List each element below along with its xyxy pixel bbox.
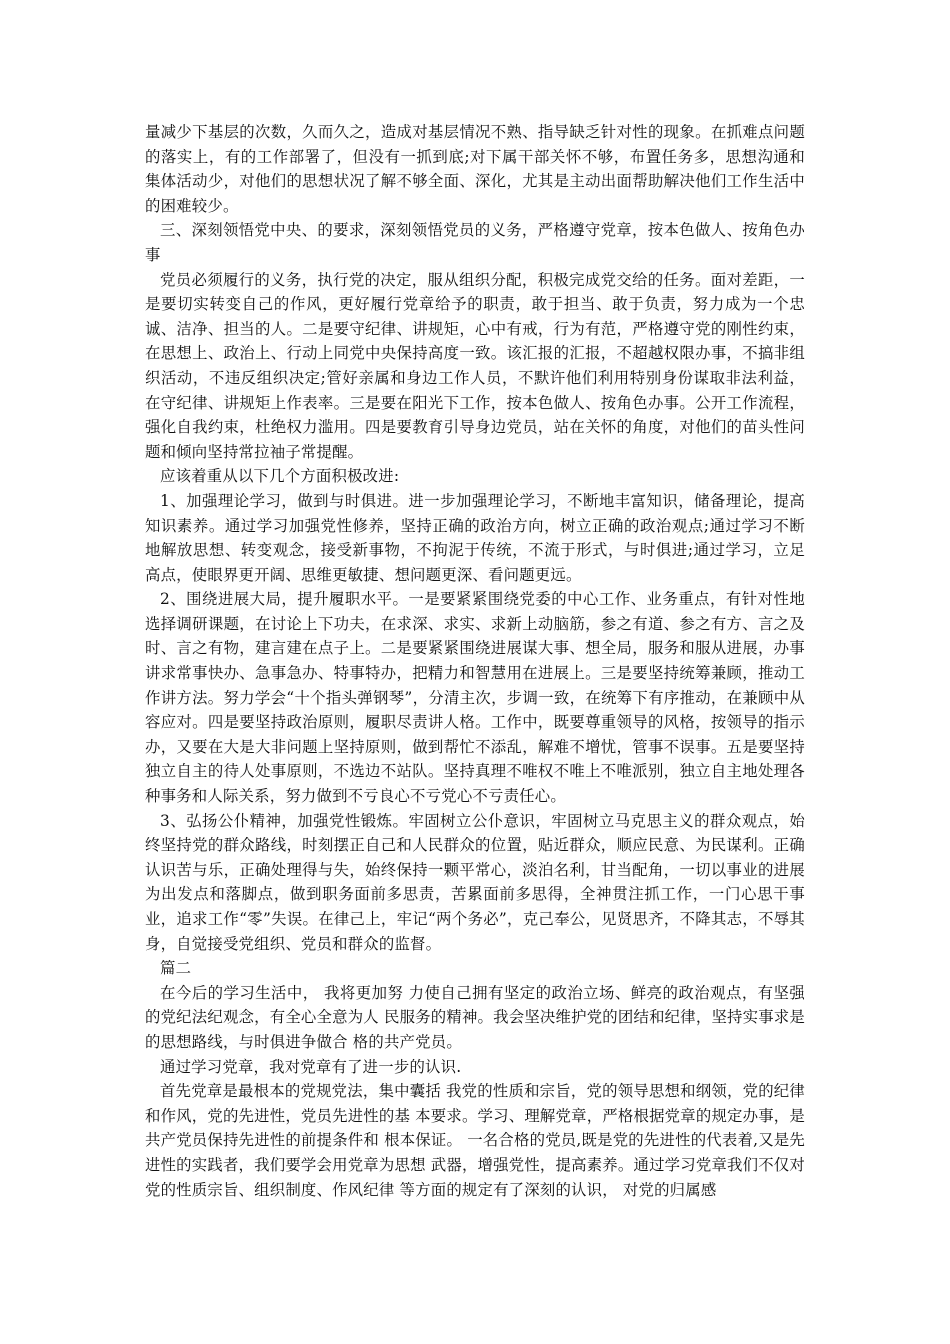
paragraph-improvement-intro: 应该着重从以下几个方面积极改进: xyxy=(160,467,400,486)
paragraph-duties: 党员必须履行的义务，执行党的决定，服从组织分配，积极完成党交给的任务。面对差距，一是要切实转变自己的作风，更好履行党章给予的职责，敢于担当、敢于负责，努力成为一个忠诚、洁净、担当的人。二是要守纪律、讲规矩，心中有戒，行为有范，严格遵守党的刚性约束，在思想上、政治上、行动上同党中央保持高度一致。该汇报的汇报，不超越权限办事，不搞非组织活动，不违反组织决定;管好亲属和身边工作人员，不默许他们利用特别身份谋取非法利益，在守纪律、讲规矩上作表率。三是要在阳光下工作，按本色做人、按角色办事。公开工作流程，强化自我约束，杜绝权力滥用。四是要教育引导身边党员，站在关怀的角度，对他们的苗头性问题和倾向坚持常拉袖子常提醒。 xyxy=(145,270,805,461)
paragraph-party-constitution-detail: 首先党章是最根本的党规党法，集中囊括 我党的性质和宗旨，党的领导思想和纲领，党的纪律和作风，党的先进性，党员先进性的基 本要求。学习、理解党章，严格根据党章的规定办事，是共产党员保持先进性的前提条件和 根本保证。 一名合格的党员,既是党的先进性的代表着,又是先进性的实践者，我们要学会用党章为思想 武器，增强党性，提高素养。通过学习党章我们不仅对党的性质宗旨、组织制度、作风纪律 等方面的规定有了深刻的认识， 对党的归属感 xyxy=(145,1082,805,1199)
paragraph-item-1: 1、加强理论学习，做到与时俱进。进一步加强理论学习，不断地丰富知识，储备理论，提高知识素养。通过学习加强党性修养，坚持正确的政治方向，树立正确的政治观点;通过学习不断地解放思想、转变观念，接受新事物，不拘泥于传统，不流于形式，与时俱进;通过学习，立足高点，使眼界更开阔、思维更敏捷、想问题更深、看问题更远。 xyxy=(145,491,805,584)
document-body xyxy=(145,120,805,1202)
part-two-heading: 篇二 xyxy=(160,959,192,978)
section-heading-three: 三、深刻领悟党中央、的要求，深刻领悟党员的义务，严格遵守党章，按本色做人、按角色办事 xyxy=(145,221,805,264)
paragraph-item-2: 2、围绕进展大局，提升履职水平。一是要紧紧围绕党委的中心工作、业务重点，有针对性地选择调研课题，在讨论上下功夫，在求深、求实、求新上动脑筋，参之有道、参之有方、言之及时、言之有物，建言建在点子上。二是要紧紧围绕进展谋大事、想全局，服务和服从进展，办事讲求常事快办、急事急办、特事特办，把精力和智慧用在进展上。三是要坚持统筹兼顾，推动工作讲方法。努力学会“十个指头弹钢琴”，分清主次，步调一致，在统筹下有序推动，在兼顾中从容应对。四是要坚持政治原则，履职尽责讲人格。工作中，既要尊重领导的风格，按领导的指示办，又要在大是大非问题上坚持原则，做到帮忙不添乱，解难不增忧，管事不误事。五是要坚持独立自主的待人处事原则，不选边不站队。坚持真理不唯权不唯上不唯派别，独立自主地处理各种事务和人际关系，努力做到不亏良心不亏党心不亏责任心。 xyxy=(145,590,805,806)
paragraph-future-study: 在今后的学习生活中， 我将更加努 力使自己拥有坚定的政治立场、鲜亮的政治观点，有坚强的党纪法纪观念，有全心全意为人 民服务的精神。我会坚决维护党的团结和纪律，坚持实事求是的思想路线，与时俱进争做合 格的共产党员。 xyxy=(145,983,805,1051)
paragraph-item-3: 3、弘扬公仆精神，加强党性锻炼。牢固树立公仆意识，牢固树立马克思主义的群众观点，始终坚持党的群众路线，时刻摆正自己和人民群众的位置，贴近群众，顺应民意、为民谋利。正确认识苦与乐，正确处理得与失，始终保持一颗平常心，淡泊名利，甘当配角，一切以事业的进展为出发点和落脚点，做到职务面前多思责，苦累面前多思得，全神贯注抓工作，一门心思干事业，追求工作“零”失误。在律己上，牢记“两个务必”，克己奉公，见贤思齐，不降其志，不辱其身，自觉接受党组织、党员和群众的监督。 xyxy=(145,811,805,953)
paragraph-continuation: 量减少下基层的次数，久而久之，造成对基层情况不熟、指导缺乏针对性的现象。在抓难点问题的落实上，有的工作部署了，但没有一抓到底;对下属干部关怀不够，布置任务多，思想沟通和集体活动少，对他们的思想状况了解不够全面、深化，尤其是主动出面帮助解决他们工作生活中的困难较少。 xyxy=(145,123,805,215)
paragraph-party-constitution-intro: 通过学习党章，我对党章有了进一步的认识. xyxy=(160,1057,462,1076)
